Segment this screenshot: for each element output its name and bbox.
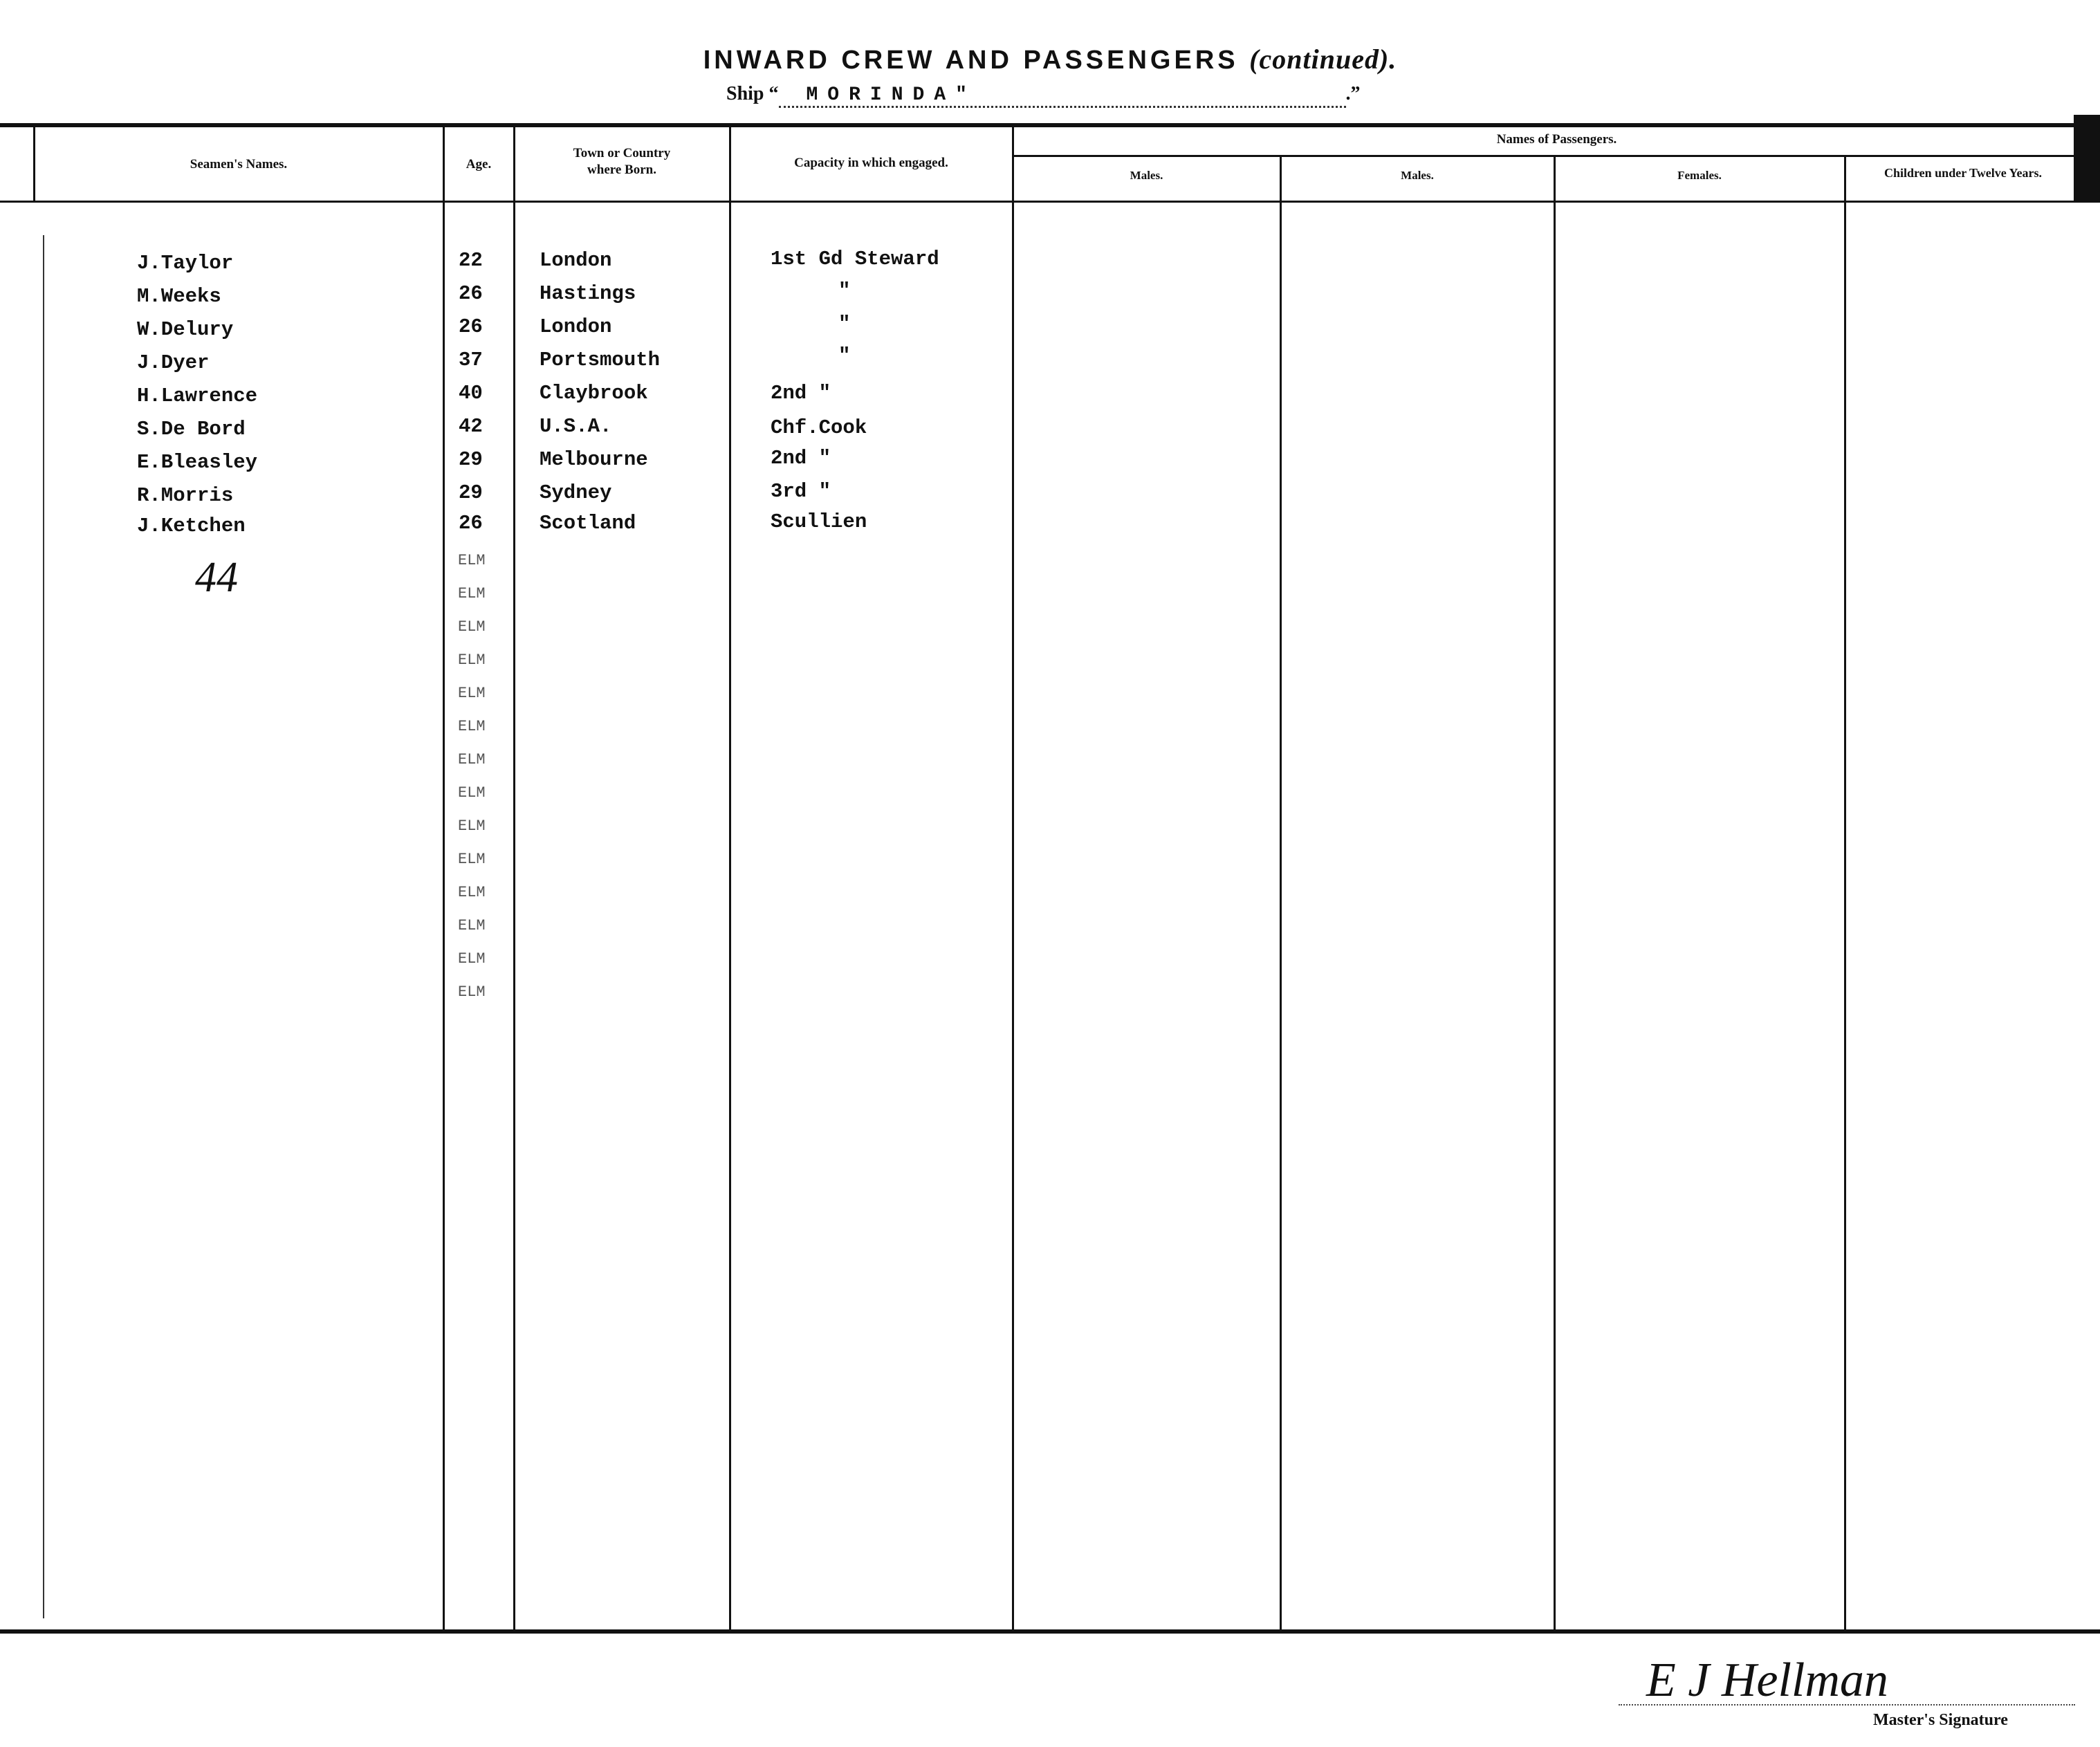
table-bottom-rule: [0, 1629, 2100, 1634]
header-names-of-passengers: Names of Passengers.: [1496, 132, 1617, 147]
crew-name: W.Delury: [137, 318, 234, 341]
handwritten-total: 44: [195, 554, 238, 601]
crew-town: U.S.A.: [540, 415, 612, 438]
col-divider-1: [443, 127, 445, 1629]
col-divider-5: [1280, 155, 1282, 1629]
age-mark: ELM: [458, 651, 486, 669]
header-males-1: Males.: [1130, 169, 1163, 182]
crew-town: Hastings: [540, 282, 636, 305]
header-town-line2: where Born.: [587, 163, 656, 177]
crew-age: 26: [459, 512, 483, 535]
crew-age: 22: [459, 249, 483, 272]
crew-town: Portsmouth: [540, 349, 661, 371]
crew-age: 29: [459, 448, 483, 471]
crew-capacity: 3rd ": [771, 480, 831, 503]
crew-name: J.Taylor: [137, 252, 234, 275]
age-mark: ELM: [458, 983, 486, 1001]
header-town-line1: Town or Country: [573, 146, 671, 160]
left-margin-line: [43, 235, 44, 1618]
age-mark: ELM: [458, 685, 486, 702]
crew-age: 42: [459, 415, 483, 438]
age-mark: ELM: [458, 784, 486, 802]
age-mark: ELM: [458, 552, 486, 569]
age-mark: ELM: [458, 851, 486, 868]
header-females: Females.: [1677, 169, 1722, 182]
crew-capacity: 1st Gd Steward: [771, 248, 939, 270]
header-males-2: Males.: [1401, 169, 1434, 182]
ship-name: MORINDA": [779, 84, 1346, 108]
crew-capacity: 2nd ": [771, 382, 831, 405]
crew-age: 29: [459, 481, 483, 504]
crew-capacity: ": [838, 279, 851, 302]
crew-name: H.Lawrence: [137, 385, 258, 407]
col-divider-4: [1012, 127, 1014, 1629]
master-signature-label: Master's Signature: [1873, 1711, 2008, 1729]
ship-line: [726, 83, 1361, 108]
col-divider-6: [1554, 155, 1556, 1629]
form-title-suffix: (continued).: [1249, 44, 1397, 75]
crew-capacity: ": [838, 313, 851, 335]
col-divider-3: [729, 127, 731, 1629]
header-seamen-names: Seamen's Names.: [190, 157, 288, 172]
crew-capacity: 2nd ": [771, 447, 831, 470]
form-title: [0, 43, 2100, 75]
crew-age: 37: [459, 349, 483, 371]
crew-name: R.Morris: [137, 484, 234, 507]
col-divider-7: [1844, 155, 1846, 1629]
age-mark: ELM: [458, 585, 486, 602]
age-mark: ELM: [458, 950, 486, 968]
col-divider-2: [513, 127, 515, 1629]
crew-age: 26: [459, 315, 483, 338]
form-title-main: INWARD CREW AND PASSENGERS: [703, 46, 1239, 75]
crew-capacity: ": [838, 344, 851, 367]
header-age: Age.: [466, 157, 492, 172]
age-mark: ELM: [458, 817, 486, 835]
header-bottom-rule: [0, 201, 2100, 203]
crew-name: E.Bleasley: [137, 451, 258, 474]
crew-town: London: [540, 315, 612, 338]
crew-name: J.Ketchen: [137, 515, 246, 537]
crew-name: M.Weeks: [137, 285, 221, 308]
header-capacity: Capacity in which engaged.: [794, 156, 948, 170]
crew-age: 40: [459, 382, 483, 405]
crew-age: 26: [459, 282, 483, 305]
master-signature: E J Hellman: [1646, 1654, 1888, 1707]
crew-name: S.De Bord: [137, 418, 246, 441]
crew-town: London: [540, 249, 612, 272]
header-town: [515, 145, 729, 178]
crew-town: Sydney: [540, 481, 612, 504]
age-mark: ELM: [458, 751, 486, 768]
age-mark: ELM: [458, 618, 486, 636]
crew-name: J.Dyer: [137, 351, 210, 374]
crew-town: Melbourne: [540, 448, 648, 471]
margin-tab: [2074, 115, 2100, 201]
ship-label: Ship “: [726, 83, 779, 104]
age-mark: ELM: [458, 884, 486, 901]
age-mark: ELM: [458, 718, 486, 735]
ship-close: .”: [1345, 83, 1361, 104]
col-divider-0: [33, 127, 35, 202]
crew-town: Scotland: [540, 512, 636, 535]
crew-town: Claybrook: [540, 382, 648, 405]
age-mark: ELM: [458, 917, 486, 934]
crew-capacity: Scullien: [771, 510, 867, 533]
passenger-subheader-rule: [1012, 155, 2100, 157]
header-children: Children under Twelve Years.: [1883, 166, 2042, 180]
crew-capacity: Chf.Cook: [771, 416, 867, 439]
table-top-rule: [0, 123, 2100, 127]
